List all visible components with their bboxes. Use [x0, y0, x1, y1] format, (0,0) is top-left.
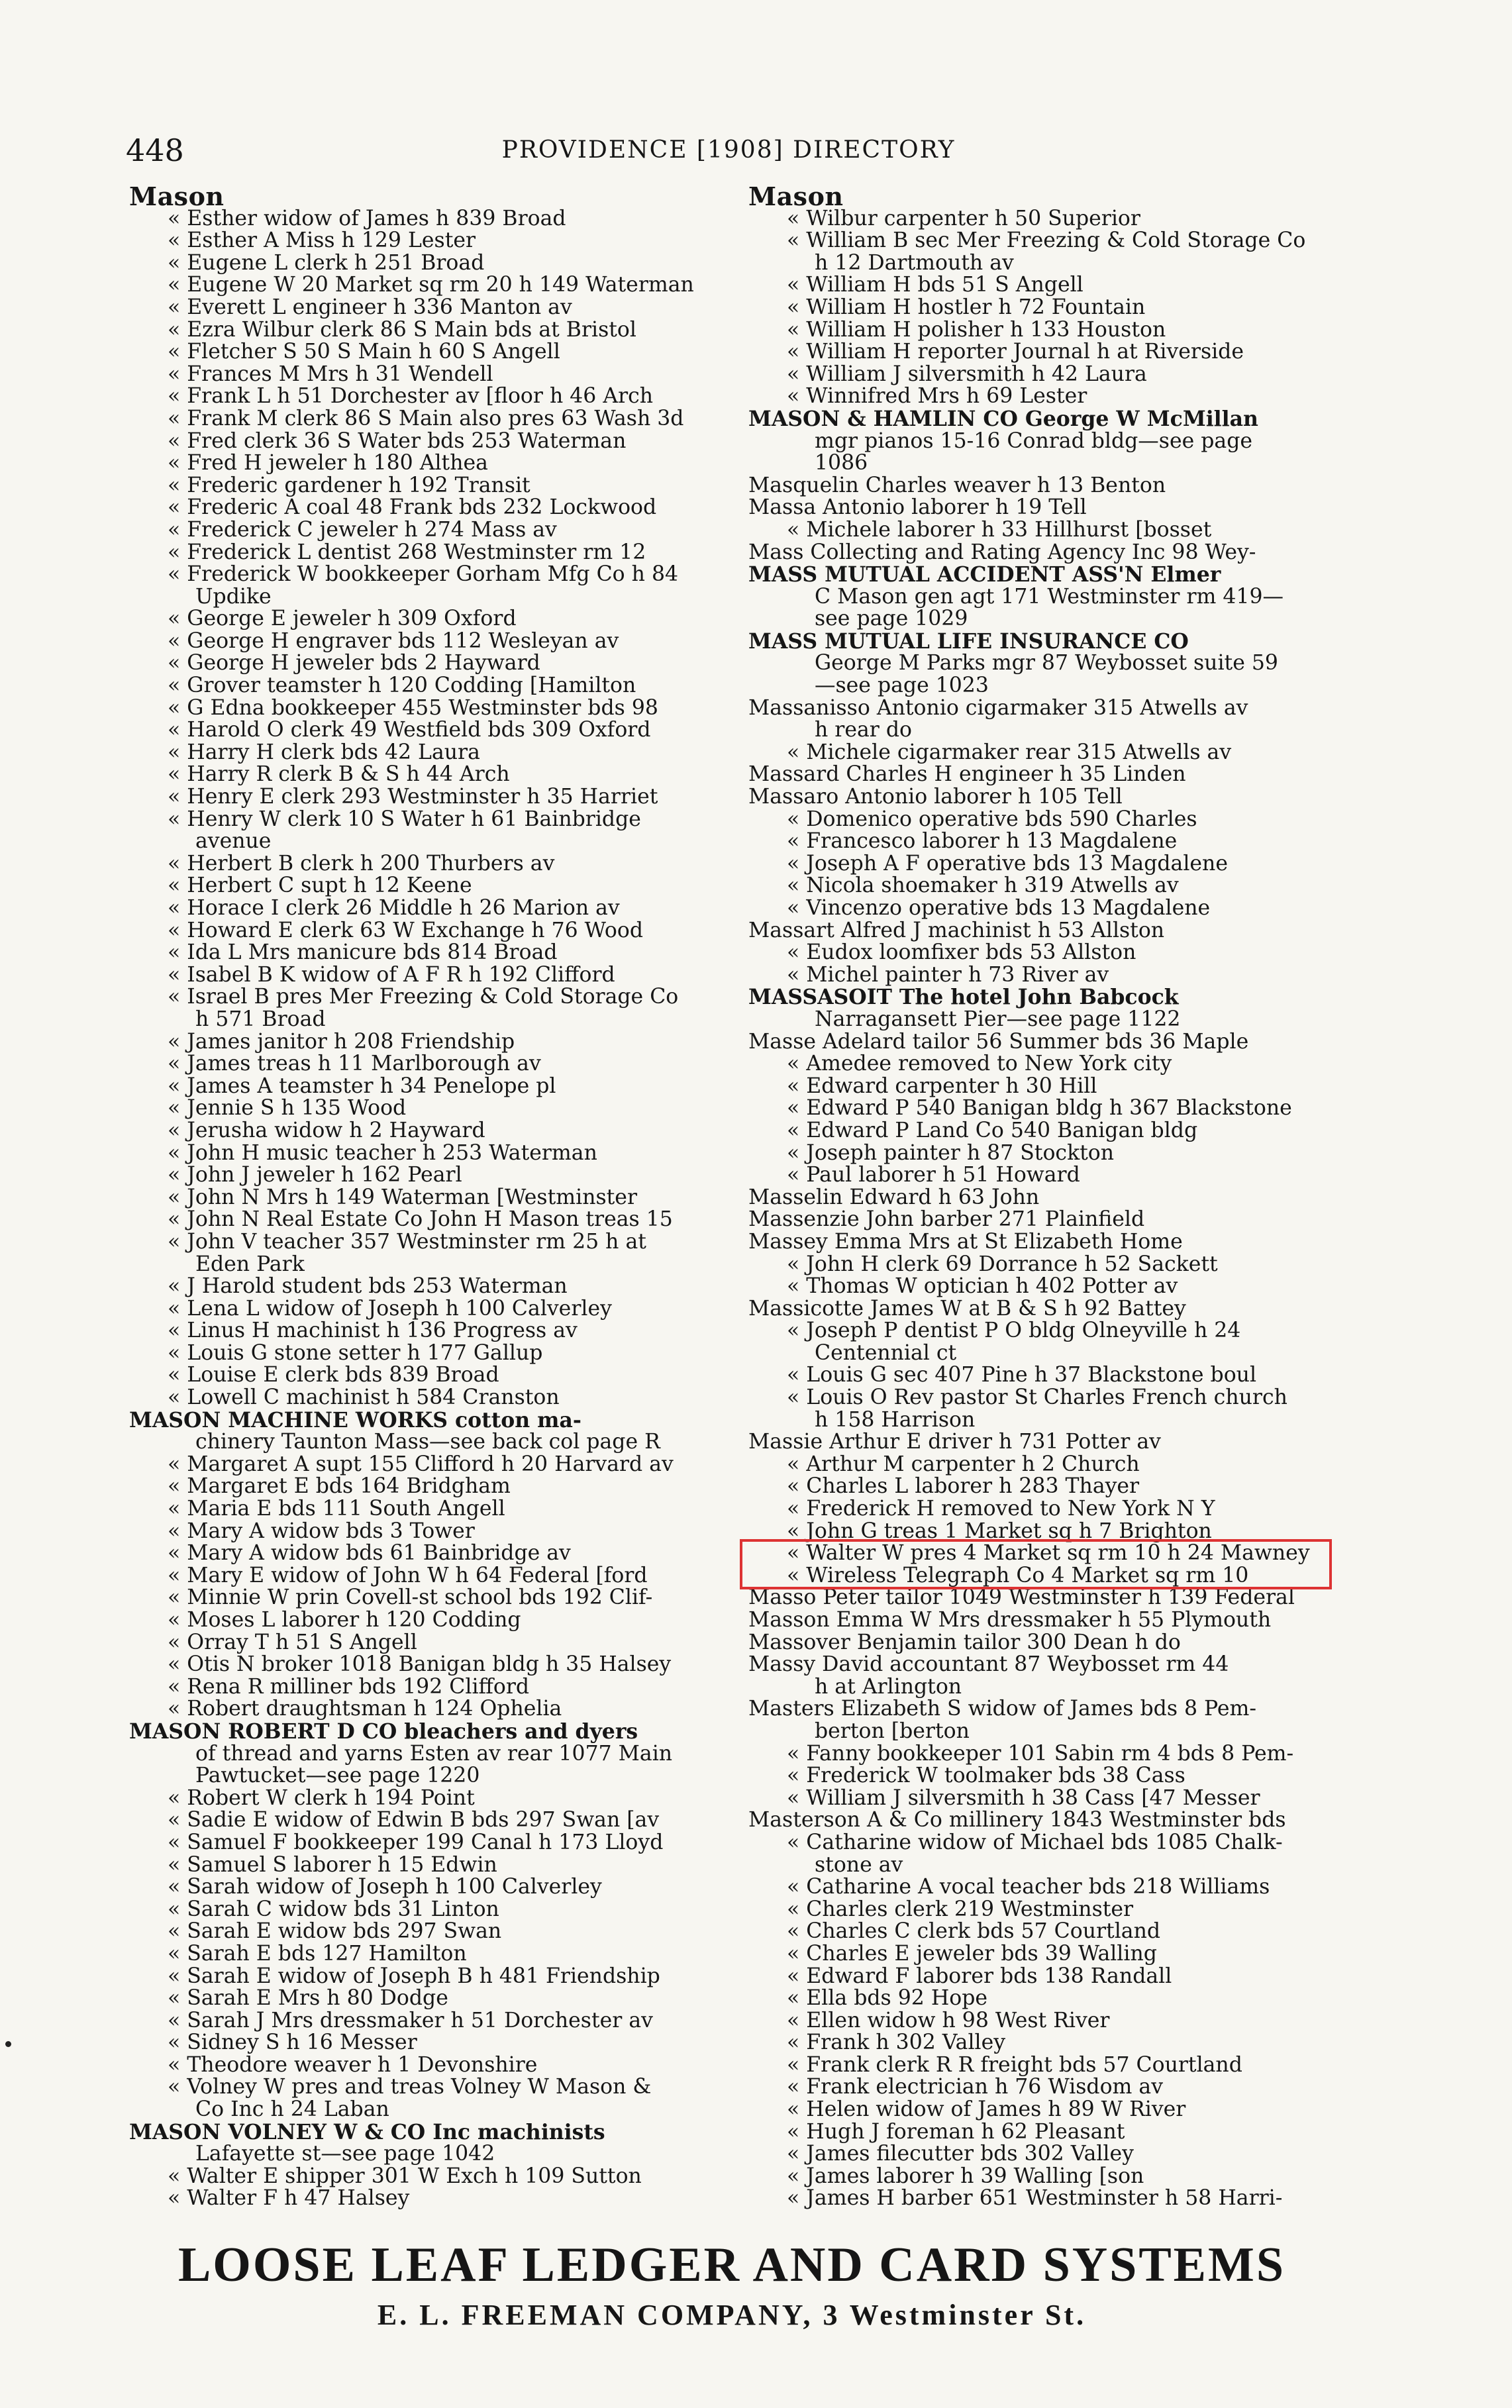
directory-entry: « John V teacher 357 Westminster rm 25 h at — [168, 1230, 646, 1254]
directory-entry: « Mary A widow bds 61 Bainbridge av — [168, 1542, 571, 1565]
directory-entry: « Ezra Wilbur clerk 86 S Main bds at Bristol — [168, 319, 636, 342]
directory-entry: « J Harold student bds 253 Waterman — [168, 1276, 568, 1298]
directory-entry: MASON ROBERT D CO bleachers and dyers — [129, 1720, 638, 1743]
directory-entry: « Walter E shipper 301 W Exch h 109 Sutton — [168, 2165, 642, 2188]
directory-entry: « Margaret A supt 155 Clifford h 20 Harvard av — [168, 1453, 674, 1476]
directory-entry: « Frederick L dentist 268 Westminster rm 12 — [168, 541, 646, 564]
directory-entry: « Samuel S laborer h 15 Edwin — [168, 1854, 497, 1877]
directory-entry: Massey Emma Mrs at St Elizabeth Home — [748, 1230, 1183, 1254]
directory-entry: MASS MUTUAL ACCIDENT ASS'N Elmer — [748, 564, 1221, 586]
directory-entry: « Sarah J Mrs dressmaker h 51 Dorchester av — [168, 2009, 653, 2032]
directory-entry: « Frederick W toolmaker bds 38 Cass — [787, 1765, 1185, 1787]
directory-entry: chinery Taunton Mass—see back col page R — [195, 1431, 660, 1454]
directory-entry: « Fanny bookkeeper 101 Sabin rm 4 bds 8 Pem- — [787, 1742, 1294, 1766]
column-heading: Mason — [129, 185, 225, 208]
directory-entry: « Lowell C machinist h 584 Cranston — [168, 1387, 560, 1409]
directory-entry: « Winnifred Mrs h 69 Lester — [787, 385, 1087, 408]
directory-entry: « Linus H machinist h 136 Progress av — [168, 1320, 578, 1342]
directory-entry: of thread and yarns Esten av rear 1077 Main — [195, 1742, 673, 1766]
directory-entry: « Samuel F bookkeeper 199 Canal h 173 Lloyd — [168, 1831, 664, 1854]
directory-entry: « Jennie S h 135 Wood — [168, 1097, 407, 1120]
directory-entry: « Herbert B clerk h 200 Thurbers av — [168, 852, 555, 876]
directory-entry: « Ella bds 92 Hope — [787, 1987, 988, 2010]
directory-entry: « Edward F laborer bds 138 Randall — [787, 1965, 1172, 1988]
directory-entry: Massenzie John barber 271 Plainfield — [748, 1209, 1145, 1231]
directory-entry: « Lena L widow of Joseph h 100 Calverley — [168, 1297, 612, 1321]
directory-entry: « John N Real Estate Co John H Mason treas 15 — [168, 1209, 673, 1231]
directory-entry: « Robert draughtsman h 124 Ophelia — [168, 1698, 562, 1721]
directory-entry: « Charles E jeweler bds 39 Walling — [787, 1942, 1157, 1966]
directory-entry: « William H bds 51 S Angell — [787, 274, 1084, 297]
directory-entry: « Walter F h 47 Halsey — [168, 2187, 410, 2211]
directory-entry: « Louis O Rev pastor St Charles French church — [787, 1387, 1287, 1409]
directory-entry: « Frank electrician h 76 Wisdom av — [787, 2076, 1163, 2099]
directory-entry: « Frederic gardener h 192 Transit — [168, 474, 530, 497]
directory-entry: « Maria E bds 111 South Angell — [168, 1498, 505, 1521]
directory-entry: 1086 — [815, 452, 868, 475]
directory-entry: « John G treas 1 Market sq h 7 Brighton — [787, 1520, 1212, 1543]
directory-entry: h 571 Broad — [195, 1008, 326, 1031]
directory-entry: « Edward P Land Co 540 Banigan bldg — [787, 1119, 1198, 1142]
directory-entry: see page 1029 — [815, 608, 968, 630]
directory-entry: mgr pianos 15-16 Conrad bldg—see page — [815, 430, 1253, 453]
page-number: 448 — [126, 132, 184, 168]
directory-entry: « Frederick C jeweler h 274 Mass av — [168, 519, 557, 542]
directory-entry: « William H reporter Journal h at Riverside — [787, 341, 1244, 364]
directory-entry: « Esther widow of James h 839 Broad — [168, 207, 566, 230]
directory-entry: « John J jeweler h 162 Pearl — [168, 1164, 462, 1187]
directory-entry: « Harry R clerk B & S h 44 Arch — [168, 764, 510, 787]
directory-entry: Massie Arthur E driver h 731 Potter av — [748, 1431, 1161, 1454]
directory-entry: « Catharine widow of Michael bds 1085 Chalk- — [787, 1831, 1283, 1854]
directory-entry: « Fred H jeweler h 180 Althea — [168, 452, 488, 475]
directory-entry: « James janitor h 208 Friendship — [168, 1030, 515, 1054]
directory-entry: Massa Antonio laborer h 19 Tell — [748, 497, 1087, 519]
directory-entry: « Louis G stone setter h 177 Gallup — [168, 1342, 543, 1365]
directory-entry: « G Edna bookkeeper 455 Westminster bds 98 — [168, 697, 658, 720]
directory-entry: « Joseph painter h 87 Stockton — [787, 1142, 1115, 1165]
directory-entry: avenue — [195, 830, 272, 853]
directory-entry: « Michele cigarmaker rear 315 Atwells av — [787, 741, 1232, 764]
directory-entry: « Ellen widow h 98 West River — [787, 2009, 1110, 2032]
directory-entry: « Nicola shoemaker h 319 Atwells av — [787, 875, 1179, 897]
directory-entry: « Louis G sec 407 Pine h 37 Blackstone boul — [787, 1364, 1257, 1387]
directory-entry: « George H jeweler bds 2 Hayward — [168, 652, 540, 676]
directory-entry: « Frederick W bookkeeper Gorham Mfg Co h 84 — [168, 564, 679, 586]
directory-entry: « Frederic A coal 48 Frank bds 232 Lockwood — [168, 497, 657, 519]
directory-entry: « John H music teacher h 253 Waterman — [168, 1142, 597, 1165]
directory-entry: Masterson A & Co millinery 1843 Westminster bds — [748, 1809, 1286, 1832]
directory-entry: « Helen widow of James h 89 W River — [787, 2099, 1186, 2121]
directory-entry: Mass Collecting and Rating Agency Inc 98 Wey- — [748, 541, 1256, 564]
directory-entry: « Henry W clerk 10 S Water h 61 Bainbridge — [168, 808, 641, 831]
directory-entry: « Henry E clerk 293 Westminster h 35 Harriet — [168, 786, 658, 809]
directory-entry: « Mary E widow of John W h 64 Federal [ford — [168, 1564, 648, 1587]
directory-entry: « James treas h 11 Marlborough av — [168, 1053, 541, 1076]
directory-entry: « Joseph P dentist P O bldg Olneyville h 24 — [787, 1320, 1241, 1342]
directory-entry: « James A teamster h 34 Penelope pl — [168, 1075, 556, 1098]
directory-entry: « Theodore weaver h 1 Devonshire — [168, 2054, 538, 2077]
directory-entry: « Joseph A F operative bds 13 Magdalene — [787, 852, 1228, 876]
left-entries — [129, 208, 712, 2210]
directory-entry: Masse Adelard tailor 56 Summer bds 36 Maple — [748, 1030, 1249, 1054]
directory-entry: Massaro Antonio laborer h 105 Tell — [748, 786, 1123, 809]
directory-entry: h 158 Harrison — [815, 1409, 976, 1432]
directory-entry: « Herbert C supt h 12 Keene — [168, 875, 472, 897]
directory-entry: « Israel B pres Mer Freezing & Cold Storage Co — [168, 986, 679, 1009]
directory-entry: « Fred clerk 36 S Water bds 253 Waterman — [168, 430, 627, 453]
directory-entry: Co Inc h 24 Laban — [195, 2099, 389, 2121]
directory-entry: « Ida L Mrs manicure bds 814 Broad — [168, 942, 558, 964]
directory-entry: « William H hostler h 72 Fountain — [787, 296, 1146, 319]
directory-entry: MASON & HAMLIN CO George W McMillan — [748, 407, 1258, 430]
directory-entry: MASS MUTUAL LIFE INSURANCE CO — [748, 630, 1189, 653]
directory-entry: « Frances M Mrs h 31 Wendell — [168, 363, 493, 386]
directory-entry: « Louise E clerk bds 839 Broad — [168, 1364, 499, 1387]
directory-entry: « Michele laborer h 33 Hillhurst [bosset — [787, 519, 1212, 542]
directory-entry: « Michel painter h 73 River av — [787, 964, 1109, 987]
directory-entry: « Catharine A vocal teacher bds 218 Williams — [787, 1876, 1270, 1899]
right-entries — [748, 208, 1331, 2210]
directory-entry: « Horace I clerk 26 Middle h 26 Marion av — [168, 897, 620, 920]
directory-entry: « Hugh J foreman h 62 Pleasant — [787, 2121, 1125, 2144]
directory-entry: « William H polisher h 133 Houston — [787, 319, 1166, 342]
directory-entry: « Sarah E bds 127 Hamilton — [168, 1942, 467, 1966]
directory-entry: « Charles L laborer h 283 Thayer — [787, 1476, 1140, 1499]
scan-mark — [5, 2041, 11, 2047]
directory-entry: « Domenico operative bds 590 Charles — [787, 808, 1197, 831]
directory-entry: « Frank h 302 Valley — [787, 2032, 1006, 2054]
directory-entry: Narragansett Pier—see page 1122 — [815, 1008, 1181, 1031]
directory-entry: « Harold O clerk 49 Westfield bds 309 Oxford — [168, 719, 651, 742]
directory-entry: Masters Elizabeth S widow of James bds 8 Pem- — [748, 1698, 1256, 1721]
directory-entry: Massart Alfred J machinist h 53 Allston — [748, 919, 1165, 942]
directory-entry: Lafayette st—see page 1042 — [195, 2143, 495, 2166]
directory-entry: Massy David accountant 87 Weybosset rm 44 — [748, 1654, 1229, 1676]
directory-entry: « George E jeweler h 309 Oxford — [168, 608, 517, 630]
directory-entry: « Sarah C widow bds 31 Linton — [168, 1898, 499, 1921]
directory-entry: « Sidney S h 16 Messer — [168, 2032, 417, 2054]
directory-entry: Centennial ct — [815, 1342, 957, 1365]
right-column — [748, 185, 1331, 2210]
advertisement-headline: LOOSE LEAF LEDGER AND CARD SYSTEMS — [177, 2238, 1286, 2292]
advertisement-company: E. L. FREEMAN COMPANY, 3 Westminster St. — [377, 2299, 1087, 2331]
directory-entry: « Isabel B K widow of A F R h 192 Clifford — [168, 964, 615, 987]
directory-entry: « John N Mrs h 149 Waterman [Westminster — [168, 1186, 638, 1209]
directory-entry: « Vincenzo operative bds 13 Magdalene — [787, 897, 1211, 920]
directory-entry: « Charles clerk 219 Westminster — [787, 1898, 1134, 1921]
directory-entry: « Moses L laborer h 120 Codding — [168, 1609, 521, 1632]
directory-entry: « Minnie W prin Covell-st school bds 192 Clif- — [168, 1587, 653, 1609]
directory-entry: « Sarah E widow bds 297 Swan — [168, 1921, 502, 1943]
page-title: PROVIDENCE [1908] DIRECTORY — [501, 136, 956, 164]
directory-entry: « Amedee removed to New York city — [787, 1053, 1172, 1076]
directory-entry: « Charles C clerk bds 57 Courtland — [787, 1921, 1161, 1943]
directory-entry: « James laborer h 39 Walling [son — [787, 2165, 1144, 2188]
directory-entry: Pawtucket—see page 1220 — [195, 1765, 480, 1787]
highlight-box — [740, 1539, 1332, 1589]
directory-entry: « Eugene W 20 Market sq rm 20 h 149 Waterman — [168, 274, 694, 297]
directory-entry: berton [berton — [815, 1720, 970, 1743]
directory-entry: Eden Park — [195, 1253, 305, 1276]
directory-entry: George M Parks mgr 87 Weybosset suite 59 — [815, 652, 1278, 676]
directory-entry: h 12 Dartmouth av — [815, 252, 1014, 275]
directory-entry: « Otis N broker 1018 Banigan bldg h 35 Halsey — [168, 1654, 672, 1676]
directory-entry: « Edward P 540 Banigan bldg h 367 Blackstone — [787, 1097, 1292, 1120]
directory-entry: « Thomas W optician h 402 Potter av — [787, 1276, 1178, 1298]
directory-entry: « Grover teamster h 120 Codding [Hamilton — [168, 675, 636, 697]
directory-entry: h at Arlington — [815, 1676, 962, 1699]
directory-entry: Masquelin Charles weaver h 13 Benton — [748, 474, 1166, 497]
directory-entry: MASON VOLNEY W & CO Inc machinists — [129, 2121, 605, 2144]
directory-entry: stone av — [815, 1854, 903, 1877]
directory-entry: Masso Peter tailor 1049 Westminster h 139 Federal — [748, 1587, 1295, 1609]
directory-entry: « George H engraver bds 112 Wesleyan av — [168, 630, 619, 653]
directory-entry: « William B sec Mer Freezing & Cold Storage Co — [787, 230, 1306, 252]
directory-entry: « Eudox loomfixer bds 53 Allston — [787, 942, 1136, 964]
directory-entry: « Rena R milliner bds 192 Clifford — [168, 1676, 530, 1699]
directory-entry: Masselin Edward h 63 John — [748, 1186, 1040, 1209]
directory-entry: « Wilbur carpenter h 50 Superior — [787, 207, 1140, 230]
directory-entry: « Sarah widow of Joseph h 100 Calverley — [168, 1876, 602, 1899]
directory-entry: « James H barber 651 Westminster h 58 Harri- — [787, 2187, 1283, 2211]
directory-entry: « Jerusha widow h 2 Hayward — [168, 1119, 485, 1142]
directory-entry: « William J silversmith h 42 Laura — [787, 363, 1147, 386]
directory-entry: « James filecutter bds 302 Valley — [787, 2143, 1134, 2166]
directory-entry: « Frank M clerk 86 S Main also pres 63 Wash 3d — [168, 407, 684, 430]
directory-entry: « Wireless Telegraph Co 4 Market sq rm 10 — [787, 1564, 1249, 1587]
directory-entry: « Sadie E widow of Edwin B bds 297 Swan [av — [168, 1809, 660, 1832]
directory-entry: « Walter W pres 4 Market sq rm 10 h 24 Mawney — [787, 1542, 1310, 1565]
directory-entry: « Harry H clerk bds 42 Laura — [168, 741, 480, 764]
directory-entry: Massanisso Antonio cigarmaker 315 Atwells av — [748, 697, 1248, 720]
directory-entry: « Sarah E widow of Joseph B h 481 Friendship — [168, 1965, 660, 1988]
directory-entry: « Paul laborer h 51 Howard — [787, 1164, 1080, 1187]
directory-entry: « Esther A Miss h 129 Lester — [168, 230, 476, 252]
directory-entry: MASSASOIT The hotel John Babcock — [748, 986, 1179, 1009]
directory-entry: « Eugene L clerk h 251 Broad — [168, 252, 485, 275]
directory-entry: « Francesco laborer h 13 Magdalene — [787, 830, 1178, 853]
directory-entry: Massard Charles H engineer h 35 Linden — [748, 764, 1186, 787]
directory-entry: Masson Emma W Mrs dressmaker h 55 Plymouth — [748, 1609, 1272, 1632]
directory-entry: « Everett L engineer h 336 Manton av — [168, 296, 572, 319]
directory-entry: « John H clerk 69 Dorrance h 52 Sackett — [787, 1253, 1218, 1276]
directory-entry: h rear do — [815, 719, 912, 742]
directory-entry: « Howard E clerk 63 W Exchange h 76 Wood — [168, 919, 644, 942]
directory-entry: « Margaret E bds 164 Bridgham — [168, 1476, 511, 1499]
directory-entry: MASON MACHINE WORKS cotton ma- — [129, 1409, 581, 1432]
directory-entry: Massicotte James W at B & S h 92 Battey — [748, 1297, 1186, 1321]
directory-entry: « Mary A widow bds 3 Tower — [168, 1520, 475, 1543]
directory-entry: « Robert W clerk h 194 Point — [168, 1787, 475, 1810]
directory-entry: « Orray T h 51 S Angell — [168, 1631, 417, 1654]
directory-entry: « Sarah E Mrs h 80 Dodge — [168, 1987, 448, 2010]
directory-entry: C Mason gen agt 171 Westminster rm 419— — [815, 585, 1284, 609]
directory-entry: Massover Benjamin tailor 300 Dean h do — [748, 1631, 1181, 1654]
page-header — [126, 132, 1331, 172]
directory-entry: « William J silversmith h 38 Cass [47 Messer — [787, 1787, 1260, 1810]
left-column — [129, 185, 712, 2210]
directory-entry: —see page 1023 — [815, 675, 989, 697]
directory-entry: « Frank L h 51 Dorchester av [floor h 46 Arch — [168, 385, 654, 408]
column-heading: Mason — [748, 185, 844, 208]
directory-entry: « Fletcher S 50 S Main h 60 S Angell — [168, 341, 560, 364]
directory-entry: « Frederick H removed to New York N Y — [787, 1498, 1215, 1521]
directory-entry: Updike — [195, 585, 272, 609]
directory-entry: « Volney W pres and treas Volney W Mason & — [168, 2076, 652, 2099]
directory-entry: « Edward carpenter h 30 Hill — [787, 1075, 1097, 1098]
directory-entry: « Arthur M carpenter h 2 Church — [787, 1453, 1140, 1476]
directory-entry: « Frank clerk R R freight bds 57 Courtland — [787, 2054, 1242, 2077]
